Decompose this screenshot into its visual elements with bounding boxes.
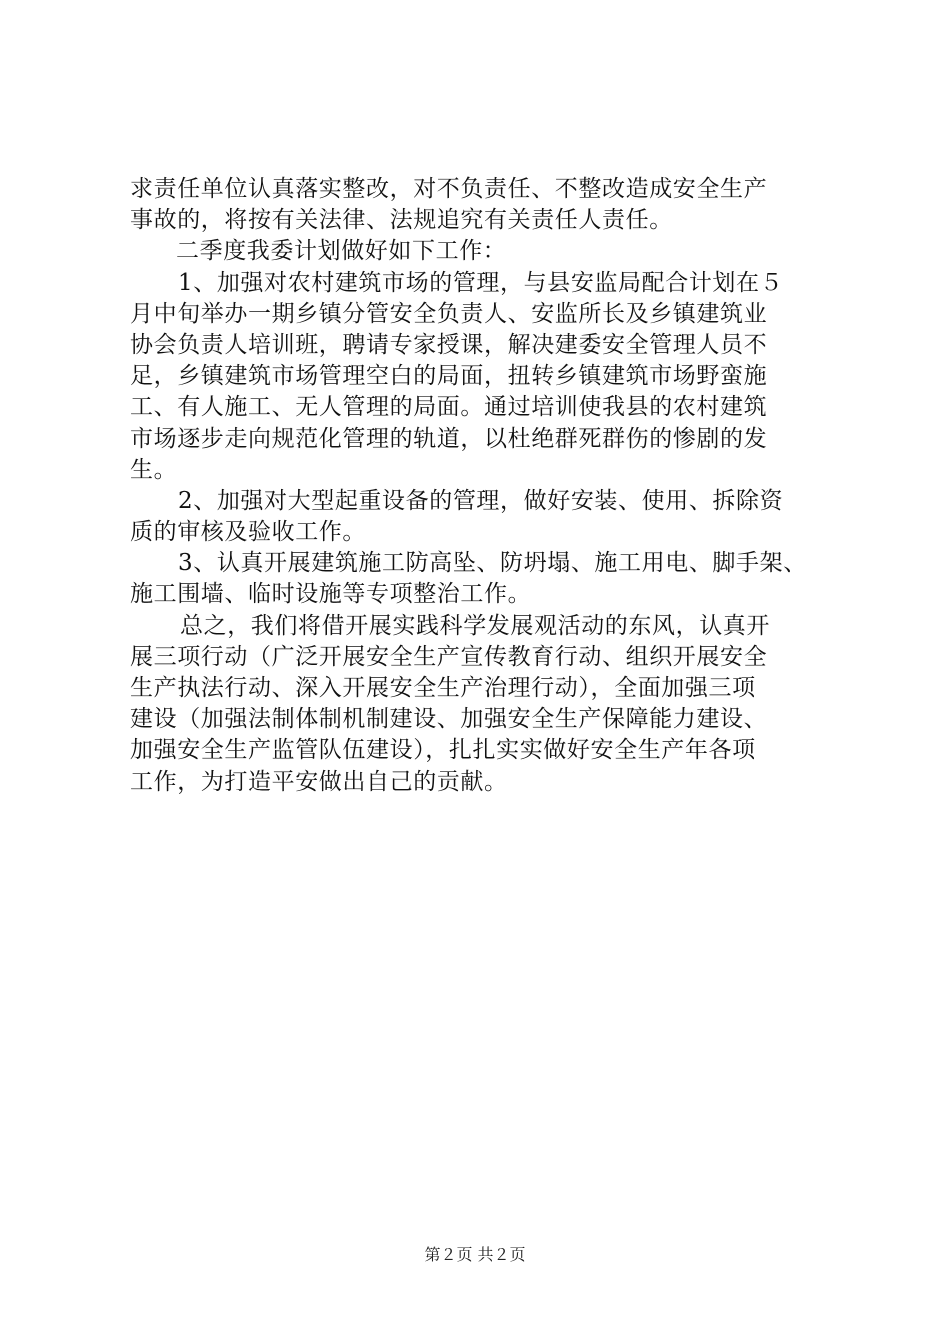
text-line: 工、有人施工、无人管理的局面。通过培训使我县的农村建筑	[130, 394, 768, 421]
text-line: 质的审核及验收工作。	[130, 519, 366, 546]
text-line: 协会负责人培训班，聘请专家授课，解决建委安全管理人员不	[130, 331, 768, 358]
page-number-footer: 第２页 共２页	[424, 1245, 526, 1264]
text-line: 生产执法行动、深入开展安全生产治理行动），全面加强三项	[130, 675, 756, 701]
document-body	[130, 174, 830, 798]
paragraph-start-line: 二季度我委计划做好如下工作：	[176, 238, 507, 265]
text-line: 月中旬举办一期乡镇分管安全负责人、安监所长及乡镇建筑业	[130, 300, 768, 327]
paragraph-start-line: 1、加强对农村建筑市场的管理，与县安监局配合计划在５	[178, 269, 784, 296]
paragraph-start-line: 总之，我们将借开展实践科学发展观活动的东风，认真开	[180, 612, 770, 639]
text-line: 加强安全生产监管队伍建设），扎扎实实做好安全生产年各项	[130, 737, 756, 764]
text-line: 生。	[130, 456, 178, 483]
text-line: 施工围墙、临时设施等专项整治工作。	[130, 581, 532, 608]
paragraph-start-line: 3、认真开展建筑施工防高坠、防坍塌、施工用电、脚手架、	[178, 550, 807, 577]
paragraph-start-line: 2、加强对大型起重设备的管理，做好安装、使用、拆除资	[178, 487, 784, 514]
text-line: 求责任单位认真落实整改，对不负责任、不整改造成安全生产	[130, 176, 768, 202]
text-line: 建设（加强法制体制机制建设、加强安全生产保障能力建设、	[130, 706, 768, 733]
text-line: 市场逐步走向规范化管理的轨道，以杜绝群死群伤的惨剧的发	[130, 425, 768, 452]
text-line: 工作，为打造平安做出自己的贡献。	[130, 768, 508, 795]
text-line: 展三项行动（广泛开展安全生产宣传教育行动、组织开展安全	[130, 643, 768, 670]
text-line: 足，乡镇建筑市场管理空白的局面，扭转乡镇建筑市场野蛮施	[130, 363, 768, 390]
text-line: 事故的，将按有关法律、法规追究有关责任人责任。	[130, 207, 673, 234]
